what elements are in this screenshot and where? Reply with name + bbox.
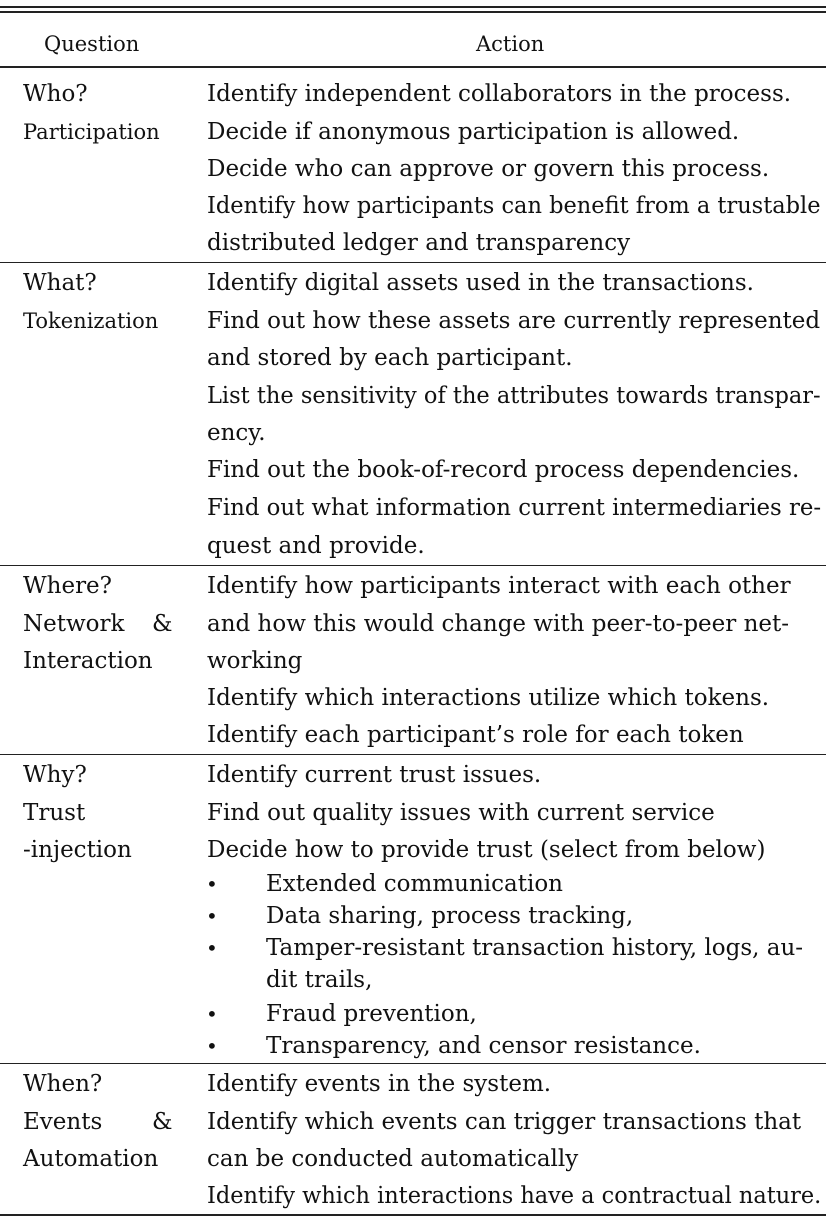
bullet-item-cont: dit trails, (266, 967, 373, 993)
bullet-item: Fraud prevention, (266, 1001, 477, 1027)
action-line: working (207, 648, 303, 674)
action-line: Identify which interactions have a contractual nature. (207, 1183, 822, 1209)
action-line: Identify which interactions utilize which tokens. (207, 685, 770, 711)
row-question-topic: Trust (23, 800, 86, 826)
action-line: and how this would change with peer-to-peer net- (207, 611, 790, 637)
top-rule-inner (0, 11, 826, 13)
row-question: Who? (23, 81, 88, 107)
action-line: List the sensitivity of the attributes towards transpar- (207, 383, 821, 409)
row-rule (0, 754, 826, 755)
action-line: Decide who can approve or govern this process. (207, 156, 770, 182)
action-line: Identify independent collaborators in the process. (207, 81, 792, 107)
bullet-item: Extended communication (266, 871, 563, 897)
row-question-ampersand: & (152, 611, 173, 637)
bottom-rule (0, 1214, 826, 1216)
action-line: Find out how these assets are currently represented (207, 308, 821, 334)
row-question-topic: Tokenization (23, 309, 159, 333)
action-line: Decide if anonymous participation is allowed. (207, 119, 740, 145)
bullet-item: Transparency, and censor resistance. (266, 1033, 701, 1059)
action-line: Find out the book-of-record process dependencies. (207, 457, 800, 483)
action-line: distributed ledger and transparency (207, 230, 631, 256)
action-line: Identify current trust issues. (207, 762, 542, 788)
row-question: What? (23, 270, 97, 296)
row-rule (0, 1063, 826, 1064)
row-rule (0, 565, 826, 566)
action-line: Find out what information current intermediaries re- (207, 495, 822, 521)
bullet-icon: • (206, 936, 218, 960)
row-question-ampersand: & (152, 1109, 173, 1135)
bullet-item: Tamper-resistant transaction history, logs, au- (266, 935, 804, 961)
action-line: Identify how participants can benefit from a trustable (207, 193, 821, 219)
top-rule (0, 6, 826, 8)
bullet-item: Data sharing, process tracking, (266, 903, 634, 929)
action-line: Identify each participant’s role for each token (207, 722, 744, 748)
bullet-icon: • (206, 872, 218, 896)
action-line: can be conducted automatically (207, 1146, 579, 1172)
row-question-topic: Automation (23, 1146, 159, 1172)
row-rule (0, 262, 826, 263)
row-question-topic: Events (23, 1109, 103, 1135)
action-line: ency. (207, 420, 266, 446)
action-line: Identify which events can trigger transactions that (207, 1109, 802, 1135)
action-line: Decide how to provide trust (select from below) (207, 837, 766, 863)
action-line: Find out quality issues with current service (207, 800, 715, 826)
row-question: Why? (23, 762, 87, 788)
header-question: Question (44, 32, 140, 56)
action-line: Identify how participants interact with each other (207, 573, 791, 599)
bullet-icon: • (206, 904, 218, 928)
action-line: and stored by each participant. (207, 345, 573, 371)
row-question-topic-cont: -injection (23, 837, 132, 863)
row-question-topic: Participation (23, 120, 160, 144)
action-line: Identify events in the system. (207, 1071, 552, 1097)
bullet-icon: • (206, 1002, 218, 1026)
row-question: When? (23, 1071, 103, 1097)
bullet-icon: • (206, 1034, 218, 1058)
action-line: quest and provide. (207, 533, 425, 559)
row-question: Where? (23, 573, 113, 599)
header-rule (0, 66, 826, 68)
header-action: Action (476, 32, 545, 56)
row-question-topic: Network (23, 611, 125, 637)
action-line: Identify digital assets used in the transactions. (207, 270, 754, 296)
row-question-topic: Interaction (23, 648, 153, 674)
